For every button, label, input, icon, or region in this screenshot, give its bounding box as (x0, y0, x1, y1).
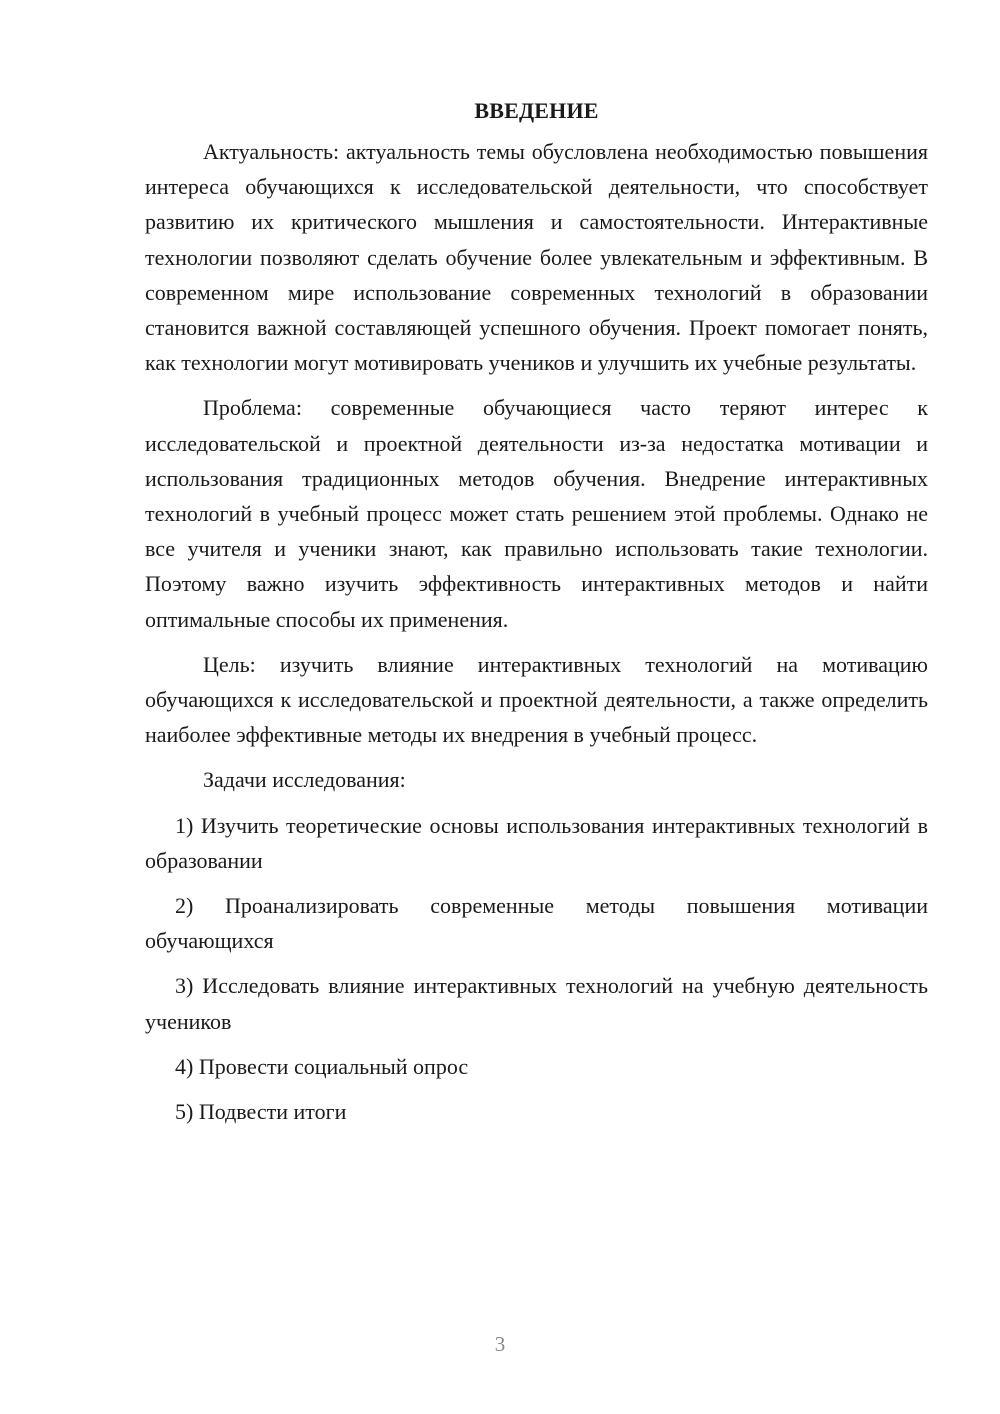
task-item: 5) Подвести итоги (175, 1099, 347, 1125)
section-title: ВВЕДЕНИЕ (474, 98, 599, 123)
page-number: 3 (494, 1332, 506, 1356)
task-item: 3) Исследовать влияние интерактивных технологий на учебную деятельность учеников (145, 973, 928, 1034)
task-item: 2) Проанализировать современные методы повышения мотивации обучающихся (145, 893, 928, 954)
task-item: 4) Провести социальный опрос (175, 1053, 469, 1079)
task-item: 1) Изучить теоретические основы использования интерактивных технологий в образовании (145, 812, 928, 873)
goal-paragraph: Цель: изучить влияние интерактивных технологий на мотивацию обучающихся к исследовательской и проектной деятельности, а также определить наиболее эффективные методы их внедрения в учебный процесс. (145, 651, 928, 748)
page-content (145, 93, 928, 1139)
problem-paragraph: Проблема: современные обучающиеся часто теряют интерес к исследовательской и проектной деятельности из-за недостатка мотивации и использования традиционных методов обучения. Внедрение интерактивных технологий в учебный процесс может стать решением этой проблемы. Однако не все учителя и ученики знают, как правильно использовать такие технологии. Поэтому важно изучить эффективность интерактивных методов и найти оптимальные способы их применения. (145, 395, 928, 632)
tasks-heading: Задачи исследования: (203, 767, 406, 793)
relevance-paragraph: Актуальность: актуальность темы обусловлена необходимостью повышения интереса обучающихся к исследовательской деятельности, что способствует развитию их критического мышления и самостоятельности. Интерактивные технологии позволяют сделать обучение более увлекательным и эффективным. В современном мире использование современных технологий в образовании становится важной составляющей успешного обучения. Проект помогает понять, как технологии могут мотивировать учеников и улучшить их учебные результаты. (145, 139, 928, 376)
